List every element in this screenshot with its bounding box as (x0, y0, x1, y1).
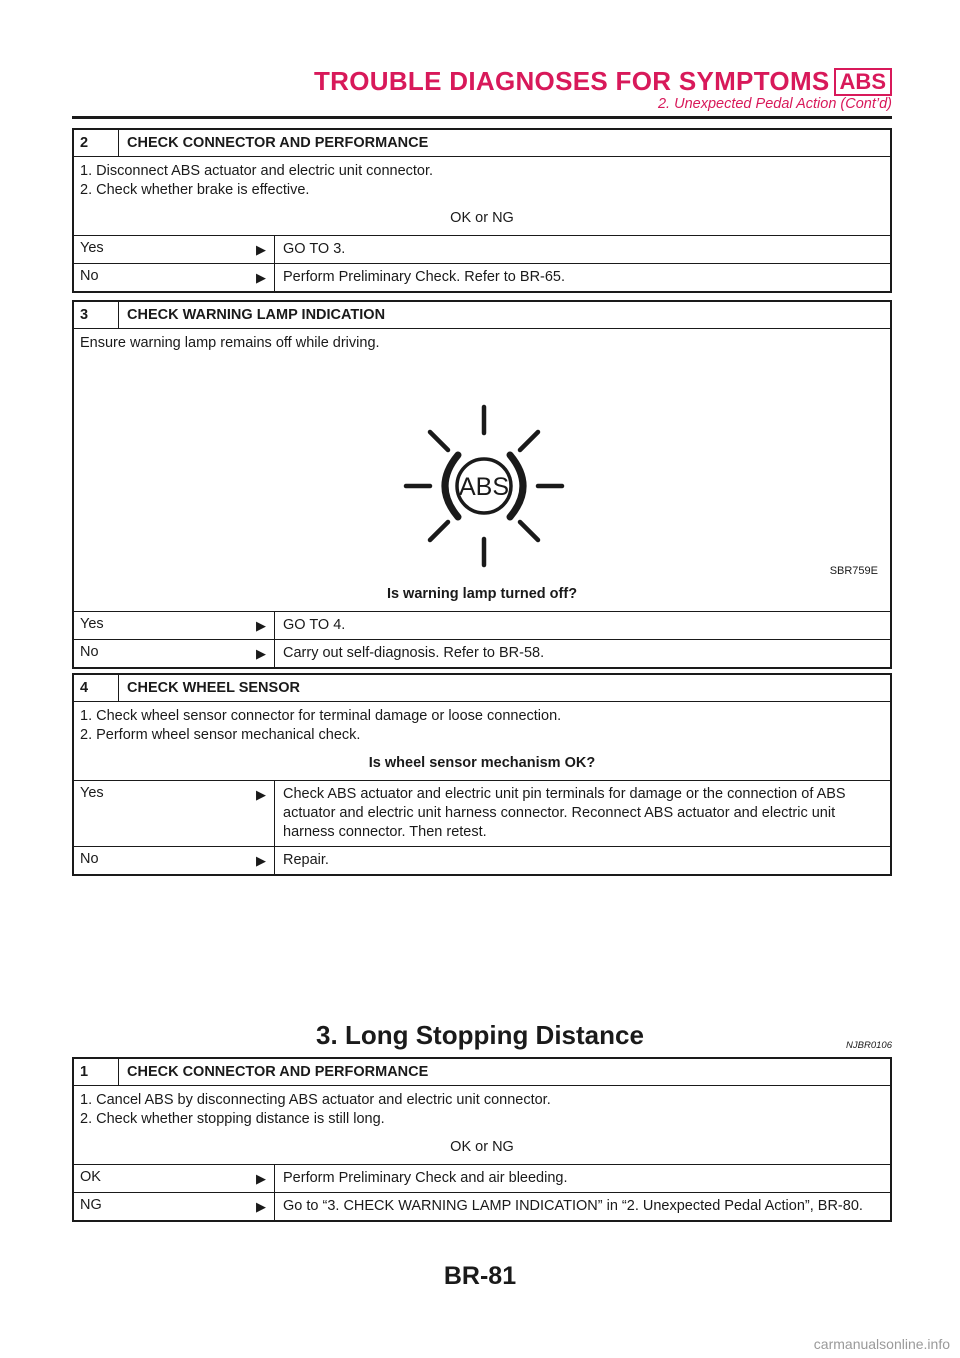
step-body (74, 329, 890, 612)
result-answer: Yes (80, 240, 104, 256)
result-action: Perform Preliminary Check and air bleeding. (274, 1165, 890, 1192)
section-badge: ABS (834, 68, 892, 96)
instruction-line: 2. Perform wheel sensor mechanical check. (80, 727, 361, 743)
step-header (74, 1059, 890, 1086)
arrow-right-icon: ▶ (256, 618, 266, 633)
instruction-line: 1. Cancel ABS by disconnecting ABS actuator and electric unit connector. (80, 1092, 551, 1108)
result-answer: No (80, 851, 99, 867)
step-question: OK or NG (450, 210, 514, 226)
arrow-right-icon: ▶ (256, 1171, 266, 1186)
step-body (74, 1086, 890, 1165)
step-title: CHECK CONNECTOR AND PERFORMANCE (127, 1064, 429, 1080)
header-divider (72, 116, 892, 119)
result-action: Repair. (274, 847, 890, 874)
page-subtitle: 2. Unexpected Pedal Action (Cont’d) (657, 96, 892, 112)
arrow-right-icon: ▶ (256, 242, 266, 257)
step-title: CHECK WARNING LAMP INDICATION (127, 307, 386, 323)
result-row (74, 640, 890, 667)
step-title: CHECK CONNECTOR AND PERFORMANCE (127, 135, 429, 151)
page-header (314, 66, 892, 97)
result-action: Carry out self-diagnosis. Refer to BR-58. (274, 640, 890, 667)
result-row (74, 264, 890, 291)
step-body (74, 702, 890, 781)
result-row (74, 612, 890, 640)
diagnostic-step-3 (72, 300, 892, 669)
section-title: 3. Long Stopping Distance (316, 1020, 644, 1050)
step-title: CHECK WHEEL SENSOR (127, 680, 300, 696)
abs-warning-lamp-icon (80, 353, 884, 585)
step-number: 4 (74, 675, 119, 701)
result-answer: No (80, 644, 99, 660)
lamp-label: ABS (458, 473, 510, 501)
diagnostic-step-4 (72, 673, 892, 876)
arrow-right-icon: ▶ (256, 787, 266, 802)
step-body (74, 157, 890, 236)
instruction-line: 2. Check whether brake is effective. (80, 182, 310, 198)
instruction-line: 1. Check wheel sensor connector for terminal damage or loose connection. (80, 708, 562, 724)
result-row (74, 781, 890, 847)
result-row (74, 1193, 890, 1220)
page-title: TROUBLE DIAGNOSES FOR SYMPTOMS (313, 66, 830, 96)
result-action: Check ABS actuator and electric unit pin terminals for damage or the connection of ABS actuator and electric unit harness connector. Reconnect ABS actuator and electric unit harness connector. Then retest. (274, 781, 890, 846)
result-row (74, 236, 890, 264)
result-answer: OK (80, 1169, 101, 1185)
step-number: 2 (74, 130, 119, 156)
arrow-right-icon: ▶ (256, 646, 266, 661)
section-code: NJBR0106 (846, 1040, 892, 1051)
instruction-line: 1. Disconnect ABS actuator and electric unit connector. (80, 163, 434, 179)
result-answer: No (80, 268, 99, 284)
arrow-right-icon: ▶ (256, 1199, 266, 1214)
diagnostic-step-1 (72, 1057, 892, 1222)
arrow-right-icon: ▶ (256, 853, 266, 868)
step-question: Is wheel sensor mechanism OK? (368, 755, 596, 771)
page-number: BR-81 (443, 1262, 517, 1290)
result-action: Go to “3. CHECK WARNING LAMP INDICATION” in “2. Unexpected Pedal Action”, BR-80. (274, 1193, 890, 1220)
diagnostic-step-2 (72, 128, 892, 293)
result-action: GO TO 3. (274, 236, 890, 263)
instruction-line: 2. Check whether stopping distance is still long. (80, 1111, 385, 1127)
result-action: Perform Preliminary Check. Refer to BR-65. (274, 264, 890, 291)
step-header (74, 302, 890, 329)
warning-lamp-figure (80, 353, 884, 585)
result-answer: Yes (80, 616, 104, 632)
result-row (74, 1165, 890, 1193)
result-action: GO TO 4. (274, 612, 890, 639)
result-answer: Yes (80, 785, 104, 801)
instruction-line: Ensure warning lamp remains off while driving. (80, 335, 380, 351)
step-number: 3 (74, 302, 119, 328)
step-question: OK or NG (450, 1139, 514, 1155)
result-answer: NG (80, 1197, 102, 1213)
figure-code: SBR759E (829, 565, 878, 577)
step-header (74, 675, 890, 702)
step-header (74, 130, 890, 157)
step-question: Is warning lamp turned off? (386, 586, 578, 602)
arrow-right-icon: ▶ (256, 270, 266, 285)
result-row (74, 847, 890, 874)
step-number: 1 (74, 1059, 119, 1085)
watermark: carmanualsonline.info (813, 1336, 950, 1352)
